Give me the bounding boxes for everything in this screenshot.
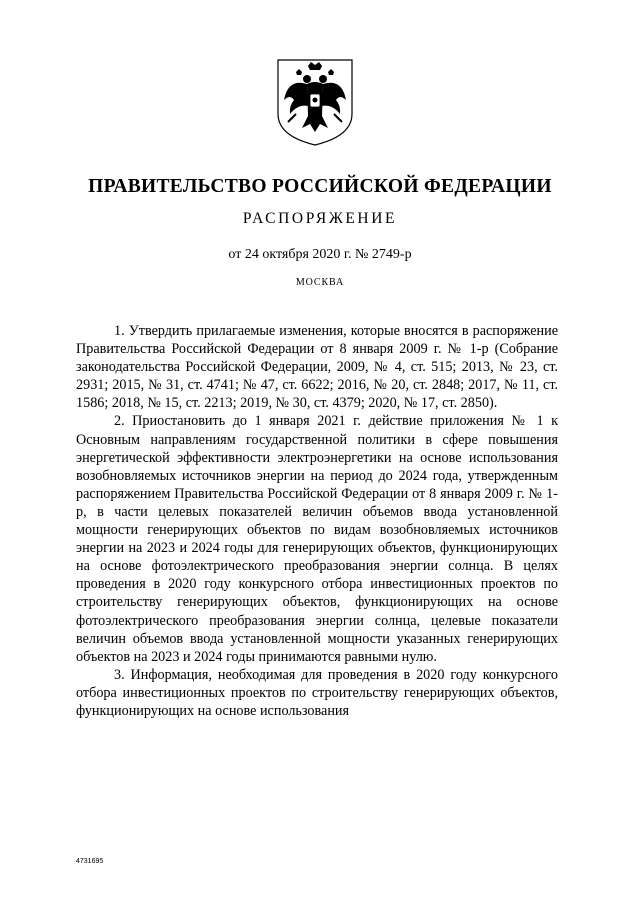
paragraph-2: 2. Приостановить до 1 января 2021 г. действие приложения № 1 к Основным направлениям государственной политики в сфере повышения энергетической эффективности электроэнергетики на основе использования возобновляемых источников энергии на период до 2024 года, утвержденным распоряжением Правительства Российской Федерации от 8 января 2009 г. № 1-р, в части целевых показателей величин объемов ввода установленной мощности генерирующих объектов по видам возобновляемых источников энергии на 2023 и 2024 годы для генерирующих объектов, функционирующих на основе фотоэлектрического преобразования энергии солнца. В целях проведения в 2020 году конкурсного отбора инвестиционных проектов по строительству генерирующих объектов, функционирующих на основе фотоэлектрического преобразования энергии солнца, целевые показатели величин объемов ввода установленной мощности указанных генерирующих объектов на 2023 и 2024 годы принимаются равными нулю. [76,413,558,665]
footer-document-code: 4731695 [76,858,104,865]
document-city: МОСКВА [295,277,345,288]
document-date-number: от 24 октября 2020 г. № 2749-р [228,247,412,262]
paragraph-1: 1. Утвердить прилагаемые изменения, которые вносятся в распоряжение Правительства Российской Федерации от 8 января 2009 г. № 1-р (Собрание законодательства Российской Федерации, 2009, № 4, ст. 515; 2013, № 23, ст. 2931; 2015, № 31, ст. 4741; № 47, ст. 6622; 2016, № 20, ст. 2848; 2017, № 11, ст. 1586; 2018, № 15, ст. 2213; 2019, № 30, ст. 4379; 2020, № 17, ст. 2850). [76,323,558,412]
paragraph-3: 3. Информация, необходимая для проведения в 2020 году конкурсного отбора инвестиционных проектов по строительству генерирующих объектов, функционирующих на основе использования [76,666,558,719]
russian-coat-of-arms-icon [274,56,356,148]
document-body [76,322,558,720]
document-type: РАСПОРЯЖЕНИЕ [242,210,398,227]
document-issuer-title: ПРАВИТЕЛЬСТВО РОССИЙСКОЙ ФЕДЕРАЦИИ [88,176,552,197]
